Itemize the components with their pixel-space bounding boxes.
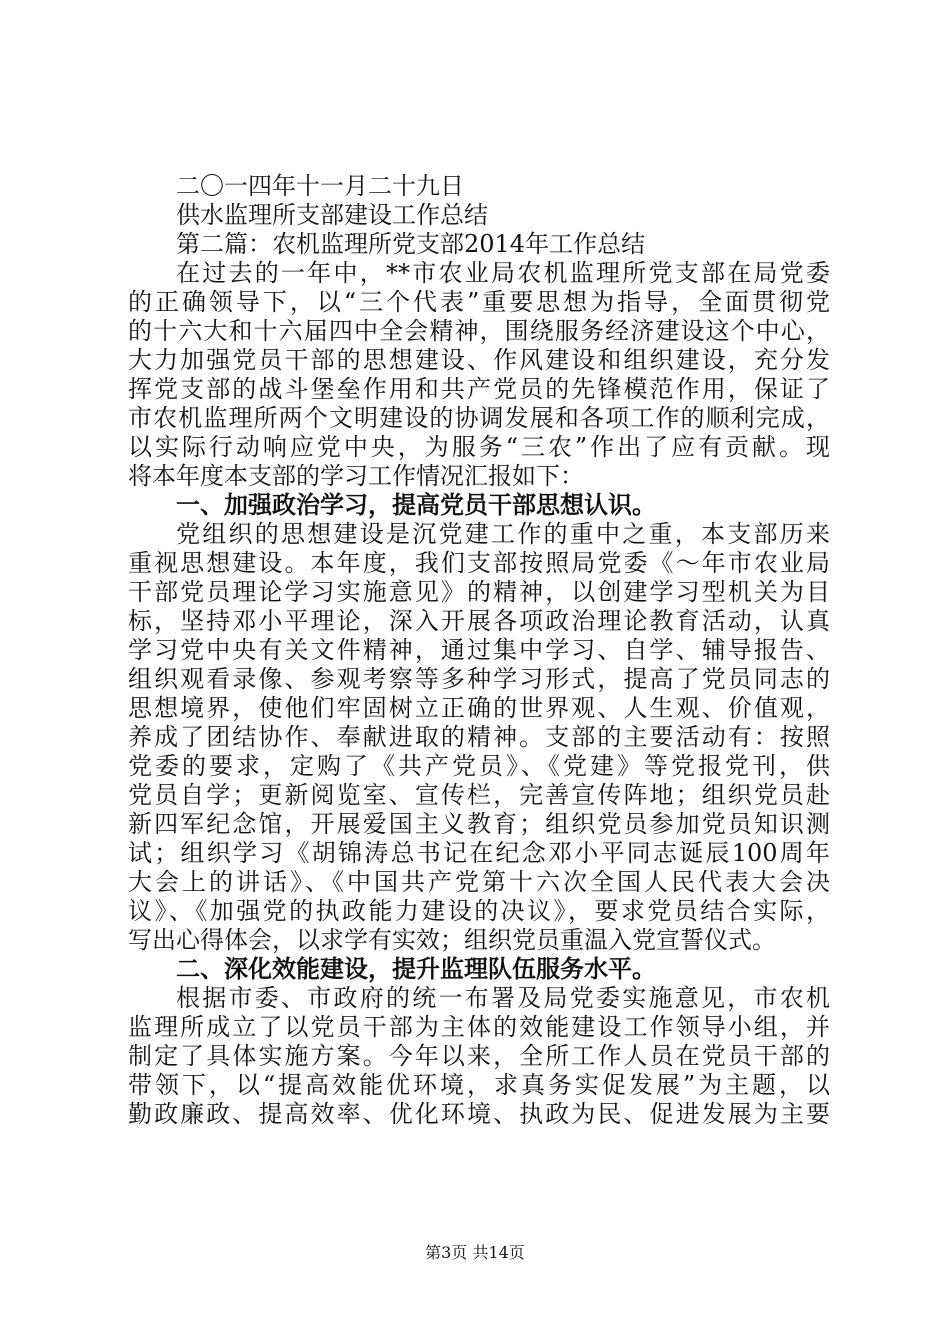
paragraph-line: 标，坚持邓小平理论，深入开展各项政治理论教育活动，认真 [128,607,830,635]
paragraph-line: 党组织的思想建设是沉党建工作的重中之重，本支部历来 [176,520,830,548]
page-number-footer: 第3页 共14页 [425,1243,525,1262]
chapter-heading: 第二篇：农机监理所党支部2014年工作总结 [176,230,646,258]
paragraph-line: 组织观看录像、参观考察等多种学习形式，提高了党员同志的 [128,665,830,693]
section-heading-2: 二、深化效能建设，提升监理队伍服务水平。 [176,955,656,983]
document-title: 供水监理所支部建设工作总结 [176,201,488,229]
section-heading-1: 一、加强政治学习，提高党员干部思想认识。 [176,491,656,519]
paragraph-line: 党委的要求，定购了《共产党员》、《党建》等党报党刊，供 [128,752,830,780]
paragraph-line: 制定了具体实施方案。今年以来，全所工作人员在党员干部的 [128,1042,830,1070]
paragraph-line: 将本年度本支部的学习工作情况汇报如下： [128,462,584,490]
paragraph-line: 的十六大和十六届四中全会精神，围绕服务经济建设这个中心， [128,317,830,345]
paragraph-line: 党员自学；更新阅览室、宣传栏，完善宣传阵地；组织党员赴 [128,781,830,809]
paragraph-line: 议》、《加强党的执政能力建设的决议》，要求党员结合实际， [128,897,830,925]
date-line: 二〇一四年十一月二十九日 [176,172,464,200]
paragraph-line: 重视思想建设。本年度，我们支部按照局党委《～年市农业局 [128,549,830,577]
paragraph-line: 在过去的一年中，**市农业局农机监理所党支部在局党委 [176,259,830,287]
paragraph-line: 学习党中央有关文件精神，通过集中学习、自学、辅导报告、 [128,636,830,664]
paragraph-line: 新四军纪念馆，开展爱国主义教育；组织党员参加党员知识测 [128,810,830,838]
paragraph-line: 大会上的讲话》、《中国共产党第十六次全国人民代表大会决 [128,868,830,896]
paragraph-line: 市农机监理所两个文明建设的协调发展和各项工作的顺利完成， [128,404,830,432]
paragraph-line: 以实际行动响应党中央，为服务“三农”作出了应有贡献。现 [128,433,830,461]
document-body [128,172,830,1129]
paragraph-line: 养成了团结协作、奉献进取的精神。支部的主要活动有：按照 [128,723,830,751]
paragraph-line: 监理所成立了以党员干部为主体的效能建设工作领导小组，并 [128,1013,830,1041]
paragraph-line: 干部党员理论学习实施意见》的精神，以创建学习型机关为目 [128,578,830,606]
paragraph-line: 写出心得体会，以求学有实效；组织党员重温入党宣誓仪式。 [128,926,776,954]
paragraph-line: 试；组织学习《胡锦涛总书记在纪念邓小平同志诞辰100周年 [128,839,830,867]
paragraph-line: 挥党支部的战斗堡垒作用和共产党员的先锋模范作用，保证了 [128,375,830,403]
paragraph-line: 思想境界，使他们牢固树立正确的世界观、人生观、价值观， [128,694,830,722]
paragraph-line: 带领下，以“提高效能优环境，求真务实促发展”为主题，以 [128,1071,830,1099]
paragraph-line: 的正确领导下，以“三个代表”重要思想为指导，全面贯彻党 [128,288,830,316]
paragraph-line: 根据市委、市政府的统一布署及局党委实施意见，市农机 [176,984,830,1012]
paragraph-line: 勤政廉政、提高效率、优化环境、执政为民、促进发展为主要 [128,1100,830,1128]
paragraph-line: 大力加强党员干部的思想建设、作风建设和组织建设，充分发 [128,346,830,374]
